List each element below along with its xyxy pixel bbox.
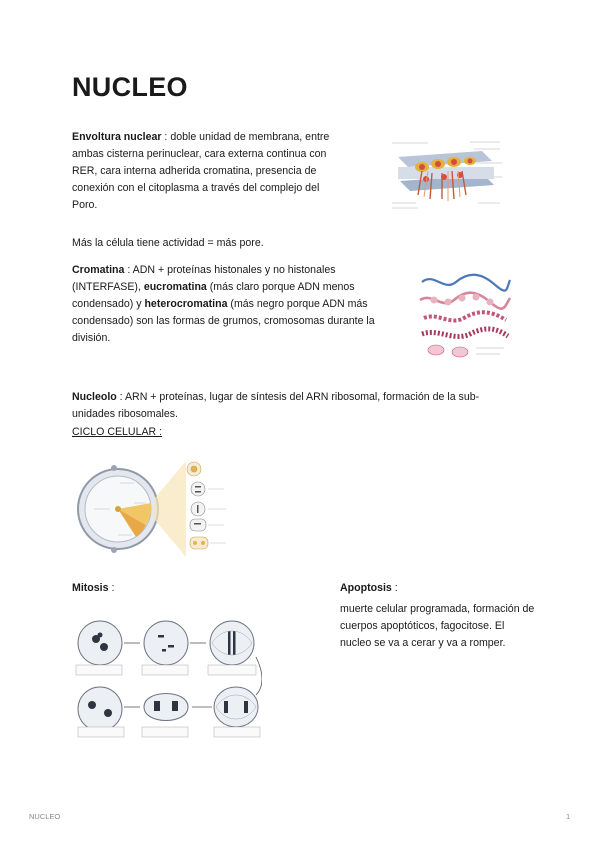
apoptosis-text: muerte celular programada, formación de cuerpos apoptóticos, fagocitose. El nucleo se va a cerar y va a romper. bbox=[340, 603, 535, 649]
cromatina-text-1: : ADN + proteínas histonales y no histonales (INTERFASE), bbox=[72, 264, 336, 293]
page-title: NUCLEO bbox=[72, 72, 188, 102]
heterocromatina-term: heterocromatina bbox=[144, 298, 228, 310]
apoptosis-heading bbox=[340, 580, 398, 597]
footer-label: NUCLEO bbox=[29, 812, 61, 821]
nuclear-pore-figure bbox=[388, 137, 508, 215]
apoptosis-term: Apoptosis bbox=[340, 582, 392, 594]
mitosis-figure bbox=[72, 617, 262, 739]
chromatin-figure bbox=[414, 270, 514, 362]
cromatina-paragraph bbox=[72, 262, 377, 347]
apoptosis-colon: : bbox=[391, 582, 398, 594]
cromatina-text-3: (más negro porque ADN más condensado) son las formas de grumos, cromosomas durante la división. bbox=[72, 298, 375, 344]
actividad-note: Más la célula tiene actividad = más pore. bbox=[72, 237, 264, 249]
mitosis-term: Mitosis bbox=[72, 582, 109, 594]
eucromatina-term: eucromatina bbox=[143, 281, 207, 293]
ciclo-celular-heading: CICLO CELULAR : bbox=[72, 426, 163, 438]
cell-cycle-figure bbox=[74, 459, 254, 559]
mitosis-colon: : bbox=[108, 582, 115, 594]
envoltura-text: : doble unidad de membrana, entre ambas cisterna perinuclear, cara externa continua con RER, cara interna adherida cromatina, presencia de conexión con el citoplasma a través del complejo del Poro. bbox=[72, 131, 330, 211]
page-number: 1 bbox=[566, 812, 571, 821]
envoltura-term: Envoltura nuclear bbox=[72, 131, 162, 143]
nucleolo-text: : ARN + proteínas, lugar de síntesis del ARN ribosomal, formación de la sub-unidades ribosomales. bbox=[72, 391, 480, 420]
mitosis-heading bbox=[72, 580, 114, 597]
cromatina-text-2: (más claro porque ADN menos condensado) y bbox=[72, 281, 355, 310]
cromatina-term: Cromatina bbox=[72, 264, 125, 276]
nucleolo-term: Nucleolo bbox=[72, 391, 117, 403]
envoltura-paragraph bbox=[72, 129, 342, 214]
nucleolo-paragraph bbox=[72, 389, 502, 423]
